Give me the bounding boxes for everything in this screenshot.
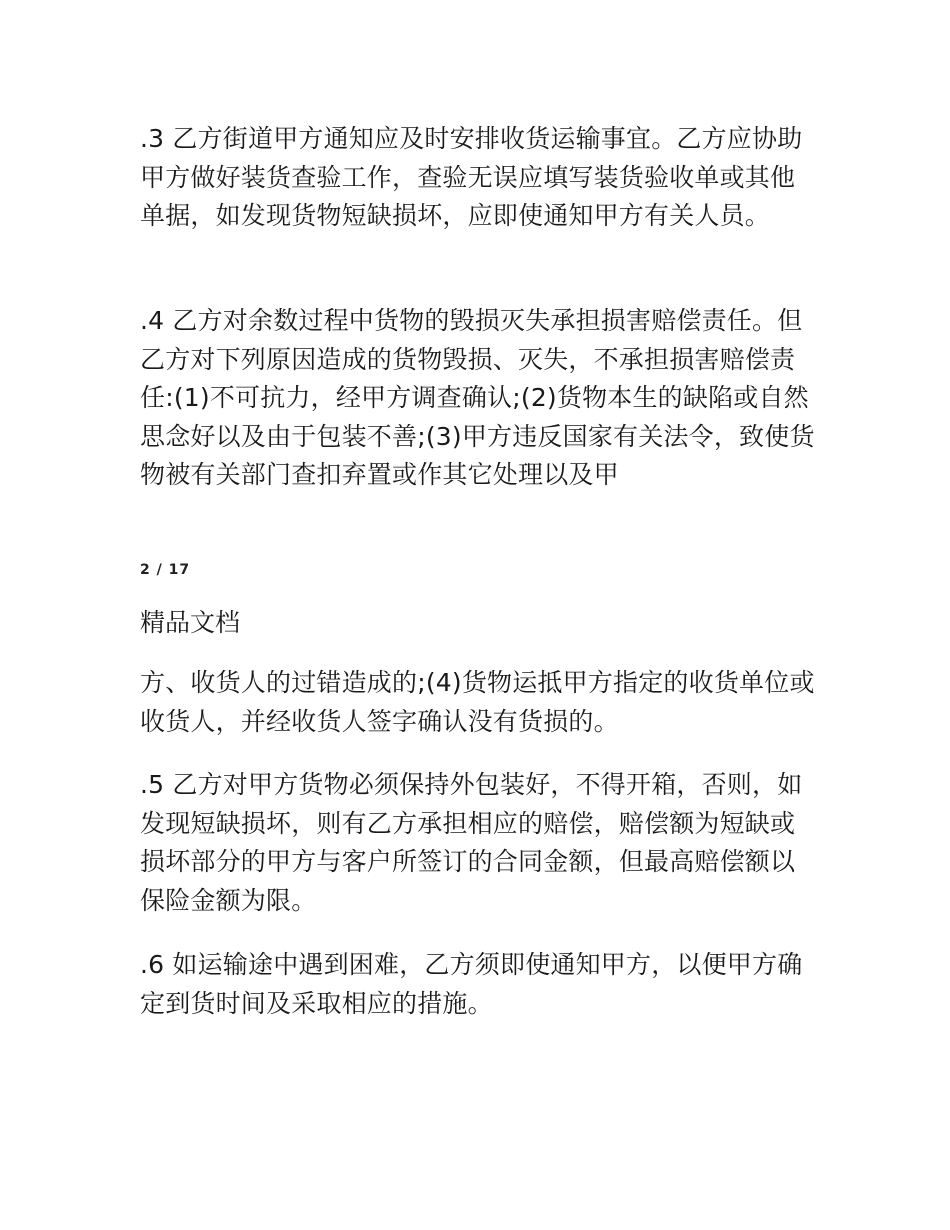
clause-4-continuation-paragraph: 方、收货人的过错造成的;(4)货物运抵甲方指定的收货单位或收货人，并经收货人签字确认没有货损的。 [140, 668, 815, 736]
clause-5-paragraph: .5 乙方对甲方货物必须保持外包装好，不得开箱，否则，如发现短缺损坏，则有乙方承担相应的赔偿，赔偿额为短缺或损坏部分的甲方与客户所签订的合同金额，但最高赔偿额以保险金额为限。 [140, 770, 803, 915]
page-header-label: 精品文档 [140, 608, 241, 637]
clause-4-paragraph: .4 乙方对余数过程中货物的毁损灭失承担损害赔偿责任。但乙方对下列原因造成的货物毁损、灭失，不承担损害赔偿责任:(1)不可抗力，经甲方调查确认;(2)货物本生的缺陷或自然思念好以及由于包装不善;(3)甲方违反国家有关法令，致使货物被有关部门查扣弃置或作其它处理以及甲 [140, 306, 815, 489]
clause-6-paragraph: .6 如运输途中遇到困难，乙方须即使通知甲方，以便甲方确定到货时间及采取相应的措施。 [140, 950, 803, 1018]
clause-3-paragraph: .3 乙方街道甲方通知应及时安排收货运输事宜。乙方应协助甲方做好装货查验工作，查验无误应填写装货验收单或其他单据，如发现货物短缺损坏，应即使通知甲方有关人员。 [140, 124, 803, 230]
page-number: 2 / 17 [140, 562, 191, 578]
